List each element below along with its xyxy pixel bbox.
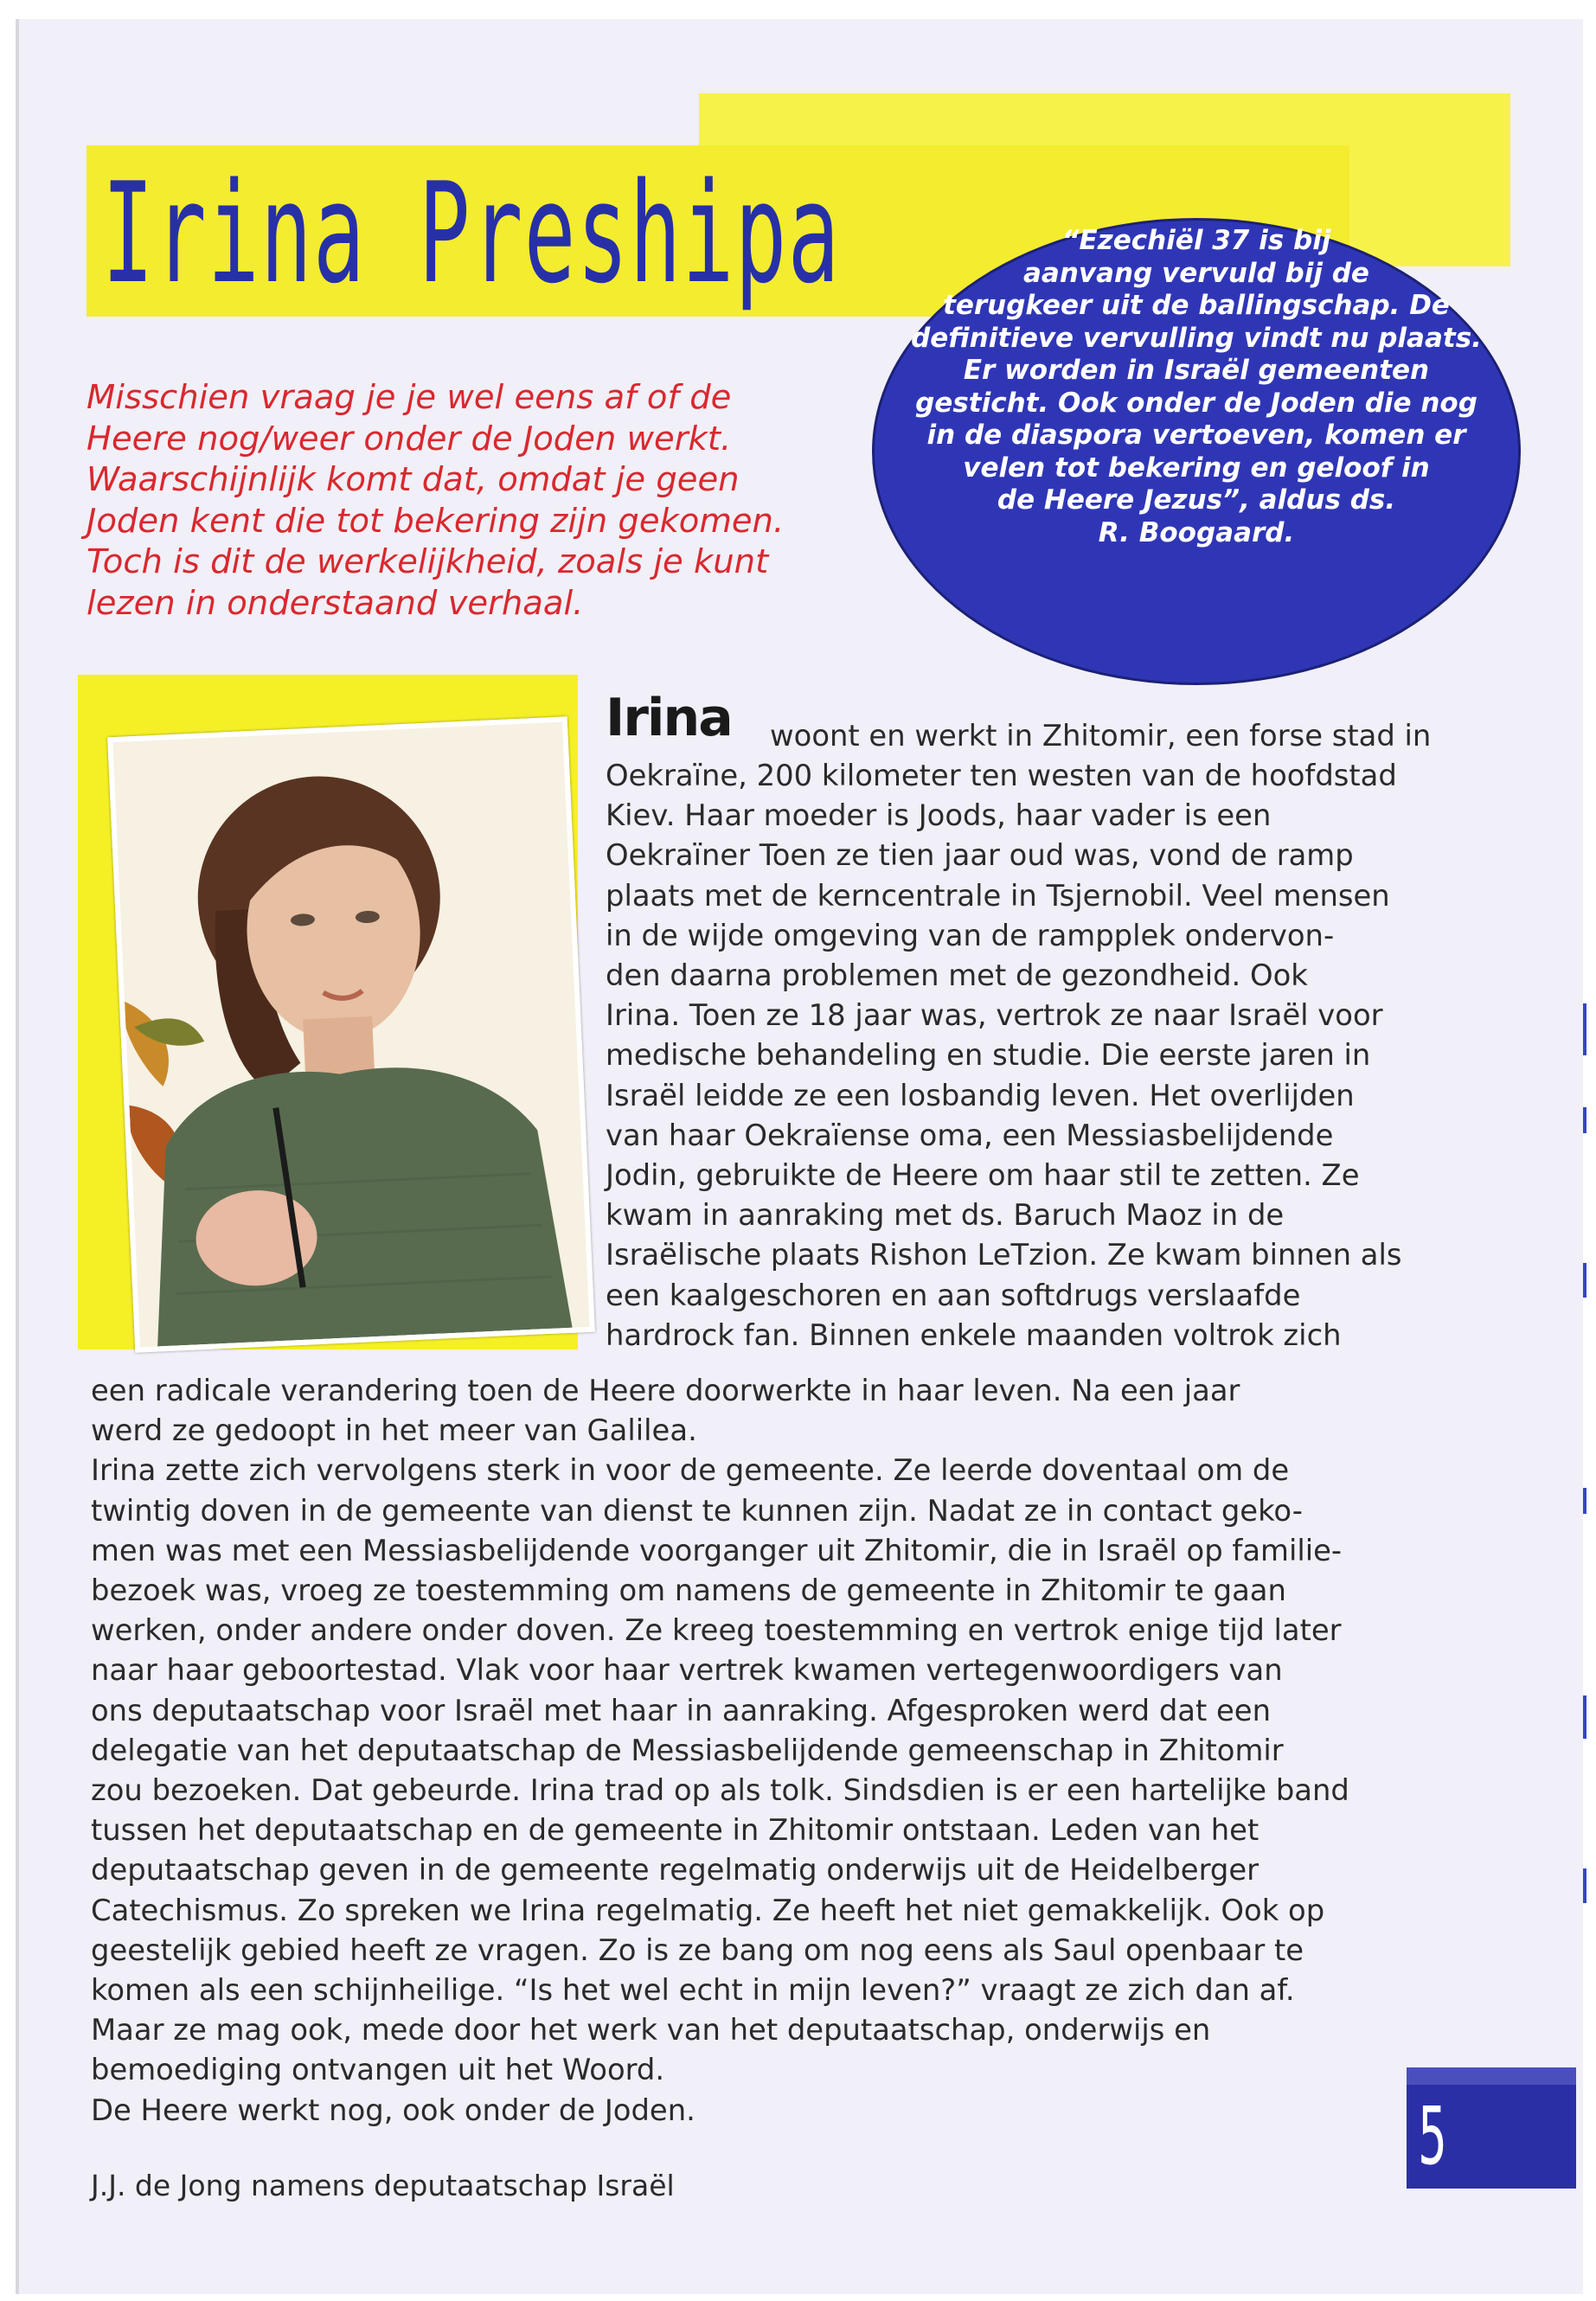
article-first-line: woont en werkt in Zhitomir, een forse stad in (770, 719, 1432, 753)
dropcap-name: Irina (606, 688, 732, 748)
edge-mark (1583, 1868, 1586, 1903)
article-full-text: een radicale verandering toen de Heere doorwerkte in haar leven. Na een jaar werd ze gedoopt in het meer van Galilea. Irina zette zich vervolgens sterk in voor de gemeente. Ze leerde doventaal om de twintig doven in de gemeente van dienst te kunnen zijn. Nadat ze in contact geko- men was met een Messiasbelijdende voorganger uit Zhitomir, die in Israël op familie- bezoek was, vroeg ze toestemming om namens de gemeente in Zhitomir te gaan werken, onder andere onder doven. Ze kreeg toestemming en vertrok enige tijd later naar haar geboortestad. Vlak voor haar vertrek kwamen vertegenwoordigers van ons deputaatschap voor Israël met haar in aanraking. Afgesproken werd dat een delegatie van het deputaatschap de Messiasbelijdende gemeenschap in Zhitomir zou bezoeken. Dat gebeurde. Irina trad op als tolk. Sindsdien is er een hartelijke band tussen het deputaatschap en de gemeente in Zhitomir ontstaan. Leden van het deputaatschap geven in de gemeente regelmatig onderwijs uit de Heidelberger Catechismus. Zo spreken we Irina regelmatig. Ze heeft het niet gemakkelijk. Ook op geestelijk gebied heeft ze vragen. Zo is ze bang om nog eens als Saul openbaar te komen als een schijnheilige. “Is het wel echt in mijn leven?” vraagt ze zich dan af. Maar ze mag ook, mede door het werk van het deputaatschap, onderwijs en bemoediging ontvangen uit het Woord. De Heere werkt nog, ook onder de Joden. (91, 1374, 1349, 2127)
page-number: 5 (1418, 2090, 1447, 2182)
page-number-box-top (1407, 2067, 1576, 2085)
intro-paragraph: Misschien vraag je je wel eens af of de Heere nog/weer onder de Joden werkt. Waarschijnlijk komt dat, omdat je geen Joden kent die tot bekering zijn gekomen. Toch is dit de werkelijkheid, zoals je kunt lezen in onderstaand verhaal. (87, 378, 785, 623)
edge-mark (1583, 1263, 1586, 1298)
quote-text: “Ezechiël 37 is bij aanvang vervuld bij de terugkeer uit de ballingschap. De definitieve vervulling vindt nu plaats. Er worden in Israël gemeenten gesticht. Ook onder de Joden die nog in de diaspora vertoeven, komen er velen tot bekering en geloof in de Heere Jezus”, aldus ds. R. Boogaard. (911, 225, 1482, 548)
article-full-width (91, 1371, 1509, 2131)
article-column-text: Oekraïne, 200 kilometer ten westen van de hoofdstad Kiev. Haar moeder is Joods, haar vader is een Oekraïner Toen ze tien jaar oud was, vond de ramp plaats met de kerncentrale in Tsjernobil. Veel mensen in de wijde omgeving van de rampplek ondervon- den daarna problemen met de gezondheid. Ook Irina. Toen ze 18 jaar was, vertrok ze naar Israël voor medische behandeling en studie. Die eerste jaren in Israël leidde ze een losbandig leven. Het overlijden van haar Oekraïense oma, een Messiasbelijdende Jodin, gebruikte de Heere om haar stil te zetten. Ze kwam in aanraking met ds. Baruch Maoz in de Israëlische plaats Rishon LeTzion. Ze kwam binnen als een kaalgeschoren en aan softdrugs verslaafde hardrock fan. Binnen enkele maanden voltrok zich (606, 759, 1402, 1352)
edge-mark (1583, 1107, 1586, 1133)
portrait-photo (107, 716, 595, 1352)
portrait-illustration (112, 722, 589, 1348)
page-edge-marks (1583, 1003, 1590, 2128)
article-title: Irina Preshipa (102, 152, 841, 314)
edge-mark (1583, 1003, 1586, 1055)
article-signature: J.J. de Jong namens deputaatschap Israël (91, 2169, 675, 2202)
edge-mark (1583, 1695, 1586, 1739)
edge-mark (1583, 1488, 1586, 1514)
